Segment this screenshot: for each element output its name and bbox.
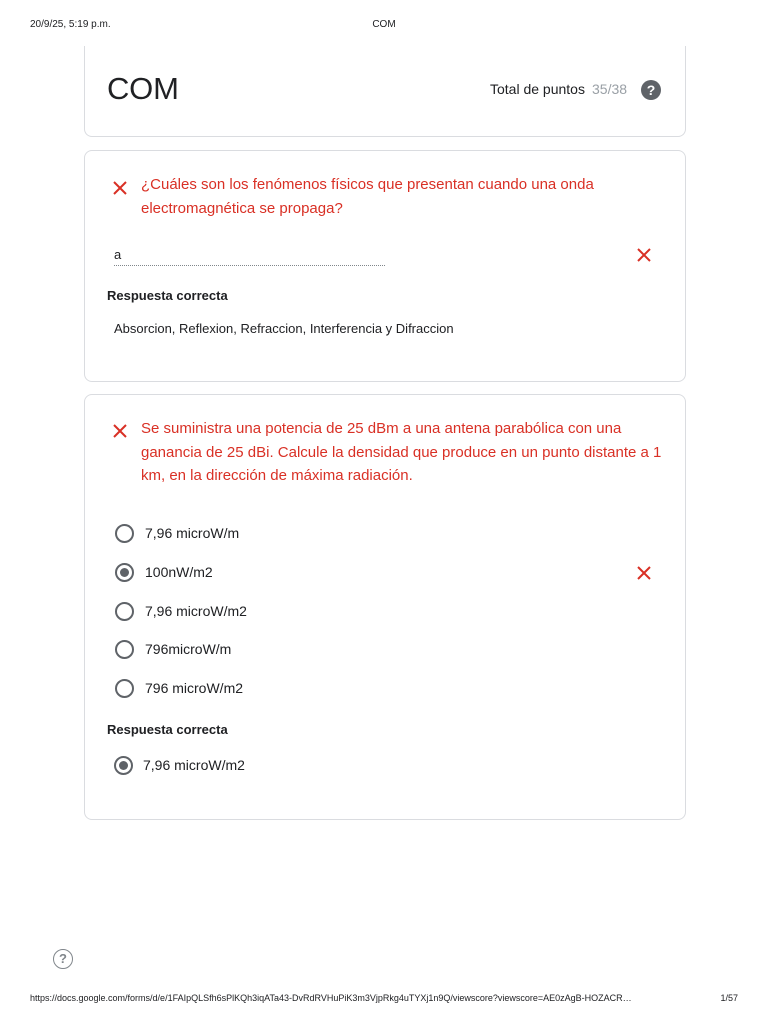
correct-answer-text: Absorcion, Reflexion, Refraccion, Interferencia y Difraccion: [114, 321, 454, 336]
short-answer-underline: [114, 265, 385, 266]
short-answer-value: a: [114, 247, 122, 262]
print-footer: [0, 993, 768, 1007]
print-header: [0, 19, 768, 33]
radio-button-selected: [114, 756, 133, 775]
question-card-1: [84, 150, 686, 382]
radio-option[interactable]: [115, 639, 675, 661]
page-number: 1/57: [720, 993, 738, 1003]
correct-answer-option: [114, 755, 674, 777]
option-label: 100nW/m2: [145, 564, 213, 580]
radio-option[interactable]: [115, 601, 675, 623]
correct-answer-label: Respuesta correcta: [107, 288, 228, 303]
radio-button[interactable]: [115, 679, 134, 698]
correct-answer-label: Respuesta correcta: [107, 722, 228, 737]
print-page-title: COM: [372, 19, 396, 30]
radio-option[interactable]: [115, 523, 675, 545]
option-label: 7,96 microW/m2: [145, 603, 247, 619]
correct-answer-text: 7,96 microW/m2: [143, 757, 245, 773]
incorrect-icon: [112, 180, 128, 196]
form-header-card: [84, 46, 686, 137]
question-title: Se suministra una potencia de 25 dBm a una antena parabólica con una ganancia de 25 dBi. Calcule la densidad que produce en un punto distante a 1 km, en la dirección de máxima radiación.: [141, 420, 662, 484]
print-datetime: 20/9/25, 5:19 p.m.: [30, 19, 111, 30]
question-title: ¿Cuáles son los fenómenos físicos que presentan cuando una onda electromagnética se propaga?: [141, 176, 594, 217]
radio-option-selected[interactable]: [115, 562, 675, 584]
option-label: 7,96 microW/m: [145, 525, 240, 541]
radio-button[interactable]: [115, 602, 134, 621]
question-card-2: [84, 394, 686, 820]
radio-button[interactable]: [115, 640, 134, 659]
wrong-answer-icon: [636, 247, 652, 263]
total-points-value: 35/38: [592, 81, 628, 97]
total-points-label: Total de puntos: [490, 81, 585, 97]
form-title: COM: [107, 71, 179, 106]
wrong-answer-icon: [636, 565, 652, 581]
page-url: https://docs.google.com/forms/d/e/1FAIpQLSfh6sPlKQh3iqATa43-DvRdRVHuPiK3m3VjpRkg4uTYXj1n9Q/viewscore?viewscore=AE0zAgB-HOZACR…: [30, 993, 632, 1003]
option-label: 796 microW/m2: [145, 680, 244, 696]
radio-button[interactable]: [115, 524, 134, 543]
radio-button-selected[interactable]: [115, 563, 134, 582]
option-label: 796microW/m: [145, 641, 232, 657]
help-icon[interactable]: ?: [53, 949, 73, 969]
help-icon[interactable]: ?: [641, 80, 661, 100]
incorrect-icon: [112, 423, 128, 439]
radio-option[interactable]: [115, 678, 675, 700]
